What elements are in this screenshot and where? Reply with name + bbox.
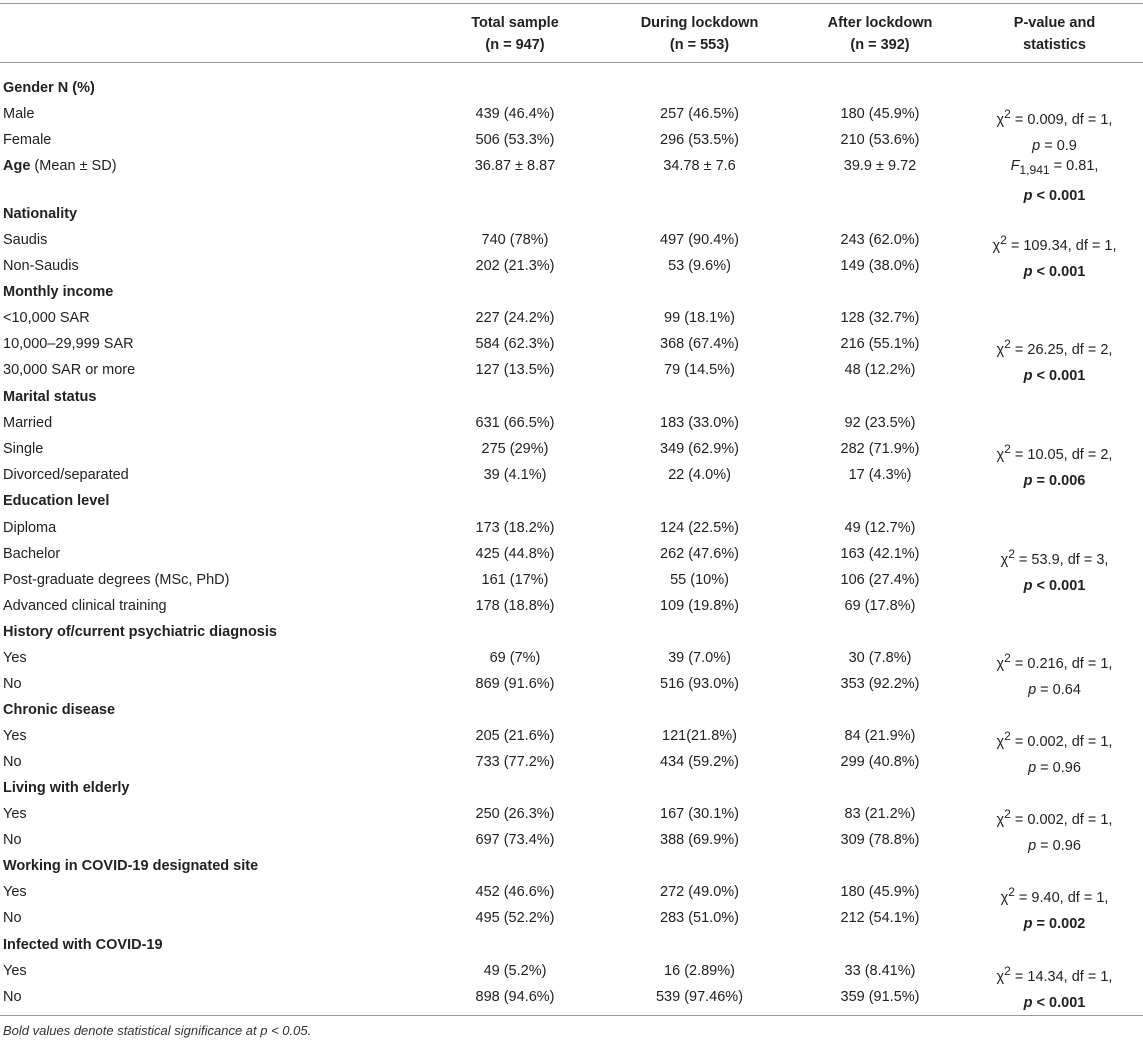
section-marital: Marital status [3,389,97,405]
cell-during: 434 (59.2%) [660,754,739,770]
cell-during: 296 (53.5%) [660,132,739,148]
table-footnote: Bold values denote statistical significance at p < 0.05. [3,1023,312,1038]
stat-nationality: $\chi^2 = 109.34$, df = 1, p < 0.001 [992,233,1117,280]
stat-psych: $\chi^2 = 0.216$, df = 1, p = 0.64 [996,651,1113,698]
section-gender: Gender N (%) [3,80,95,96]
cell-after: 282 (71.9%) [840,441,920,457]
cell-after: 309 (78.8%) [840,832,920,848]
cell-during: 257 (46.5%) [660,106,739,122]
row-label: Saudis [3,232,48,248]
header-after-label: After lockdown [827,15,933,31]
header-during-label: During lockdown [640,15,759,31]
row-label: No [3,910,22,926]
stat-gender: $\chi^2 = 0.009$, df = 1, p = 0.9 [996,107,1113,154]
row-label: Yes [3,728,27,744]
cell-total: 439 (46.4%) [475,106,555,122]
cell-during: 22 (4.0%) [668,467,731,483]
stat-covid-site: $\chi^2 = 9.40$, df = 1, p = 0.002 [1000,885,1109,932]
cell-total: 205 (21.6%) [475,728,555,744]
cell-during: 99 (18.1%) [664,310,735,326]
row-label: Yes [3,650,27,666]
bottom-rule [0,1015,1143,1016]
cell-total: 733 (77.2%) [475,754,555,770]
row-label: Yes [3,963,27,979]
cell-total: 69 (7%) [489,650,541,666]
cell-after: 83 (21.2%) [844,806,916,822]
top-rule [0,3,1143,4]
row-label: No [3,832,22,848]
cell-during: 55 (10%) [670,572,729,588]
row-label: No [3,676,22,692]
cell-total: 36.87 ± 8.87 [474,158,556,174]
header-pvalue [966,12,1143,56]
row-label: 30,000 SAR or more [3,362,136,378]
section-nationality: Nationality [3,206,78,222]
cell-total: 178 (18.8%) [475,598,555,614]
cell-total: 250 (26.3%) [475,806,555,822]
cell-after: 163 (42.1%) [840,546,920,562]
row-label: Advanced clinical training [3,598,167,614]
row-label: Female [3,132,52,148]
cell-after: 180 (45.9%) [840,884,920,900]
cell-after: 30 (7.8%) [848,650,912,666]
row-label: 10,000–29,999 SAR [3,336,134,352]
cell-after: 216 (55.1%) [840,336,920,352]
cell-during: 121(21.8%) [662,728,737,744]
cell-during: 349 (62.9%) [660,441,739,457]
row-label: Yes [3,806,27,822]
row-label: No [3,989,22,1005]
cell-during: 368 (67.4%) [660,336,739,352]
stat-income: $\chi^2 = 26.25$, df = 2, p < 0.001 [996,337,1113,384]
cell-total: 452 (46.6%) [475,884,555,900]
section-covid-site: Working in COVID-19 designated site [3,858,259,874]
cell-total: 697 (73.4%) [475,832,555,848]
cell-after: 92 (23.5%) [844,415,916,431]
cell-after: 212 (54.1%) [840,910,920,926]
cell-after: 128 (32.7%) [840,310,920,326]
header-pvalue-line1: P-value and [1013,15,1096,31]
cell-after: 180 (45.9%) [840,106,920,122]
cell-total: 631 (66.5%) [475,415,555,431]
cell-total: 495 (52.2%) [475,910,555,926]
stat-elderly: $\chi^2 = 0.002$, df = 1, p = 0.96 [996,807,1113,854]
header-during [622,12,777,56]
cell-during: 283 (51.0%) [660,910,739,926]
cell-after: 106 (27.4%) [840,572,920,588]
cell-after: 243 (62.0%) [840,232,920,248]
stat-age: $F_{1,941} = 0.81$, p < 0.001 [1010,158,1099,204]
section-income: Monthly income [3,284,114,300]
cell-total: 898 (94.6%) [475,989,555,1005]
header-rule [0,62,1143,63]
cell-total: 584 (62.3%) [475,336,555,352]
stat-infected: $\chi^2 = 14.34$, df = 1, p < 0.001 [996,964,1113,1011]
header-during-n: (n = 553) [669,37,730,53]
stat-education: $\chi^2 = 53.9$, df = 3, p < 0.001 [1000,547,1109,594]
cell-during: 53 (9.6%) [668,258,731,274]
cell-after: 17 (4.3%) [848,467,912,483]
row-label: Married [3,415,53,431]
cell-total: 869 (91.6%) [475,676,555,692]
section-psych: History of/current psychiatric diagnosis [3,624,277,640]
header-total-n: (n = 947) [485,37,545,53]
section-education: Education level [3,493,110,509]
cell-during: 497 (90.4%) [660,232,739,248]
cell-total: 275 (29%) [481,441,549,457]
row-label: <10,000 SAR [3,310,90,326]
cell-after: 49 (12.7%) [844,520,916,536]
cell-during: 272 (49.0%) [660,884,739,900]
row-label: No [3,754,22,770]
row-label: Bachelor [3,546,61,562]
cell-during: 34.78 ± 7.6 [663,158,736,174]
cell-during: 16 (2.89%) [664,963,735,979]
cell-after: 299 (40.8%) [840,754,920,770]
cell-during: 39 (7.0%) [668,650,731,666]
cell-during: 109 (19.8%) [660,598,739,614]
cell-after: 149 (38.0%) [840,258,920,274]
header-after [800,12,960,56]
cell-after: 353 (92.2%) [840,676,920,692]
cell-total: 127 (13.5%) [475,362,555,378]
cell-after: 359 (91.5%) [840,989,920,1005]
row-label: Single [3,441,44,457]
cell-after: 33 (8.41%) [844,963,916,979]
section-elderly: Living with elderly [3,780,130,796]
header-pvalue-line2: statistics [1023,37,1086,53]
row-label: Male [3,106,35,122]
cell-during: 167 (30.1%) [660,806,739,822]
row-label-age: Age (Mean ± SD) [3,158,117,174]
cell-during: 516 (93.0%) [660,676,739,692]
cell-during: 124 (22.5%) [660,520,739,536]
header-after-n: (n = 392) [850,37,910,53]
header-total-label: Total sample [471,15,559,31]
header-total [440,12,590,56]
cell-during: 262 (47.6%) [660,546,739,562]
row-label: Post-graduate degrees (MSc, PhD) [3,572,230,588]
cell-after: 39.9 ± 9.72 [843,158,917,174]
cell-after: 84 (21.9%) [844,728,916,744]
cell-total: 202 (21.3%) [475,258,555,274]
stat-chronic: $\chi^2 = 0.002$, df = 1, p = 0.96 [996,729,1113,776]
cell-total: 506 (53.3%) [475,132,555,148]
section-infected: Infected with COVID-19 [3,937,163,953]
cell-total: 425 (44.8%) [475,546,555,562]
stat-marital: $\chi^2 = 10.05$, df = 2, p = 0.006 [996,442,1113,489]
cell-total: 49 (5.2%) [483,963,547,979]
cell-during: 183 (33.0%) [660,415,739,431]
cell-after: 69 (17.8%) [844,598,916,614]
row-label: Divorced/separated [3,467,129,483]
row-label: Diploma [3,520,57,536]
cell-total: 161 (17%) [481,572,549,588]
cell-during: 79 (14.5%) [664,362,735,378]
cell-total: 740 (78%) [481,232,549,248]
cell-after: 210 (53.6%) [840,132,920,148]
cell-total: 227 (24.2%) [475,310,555,326]
cell-total: 173 (18.2%) [475,520,555,536]
cell-during: 539 (97.46%) [655,989,744,1005]
section-chronic: Chronic disease [3,702,116,718]
cell-total: 39 (4.1%) [483,467,547,483]
cell-during: 388 (69.9%) [660,832,739,848]
row-label: Yes [3,884,27,900]
cell-after: 48 (12.2%) [844,362,916,378]
row-label: Non-Saudis [3,258,79,274]
